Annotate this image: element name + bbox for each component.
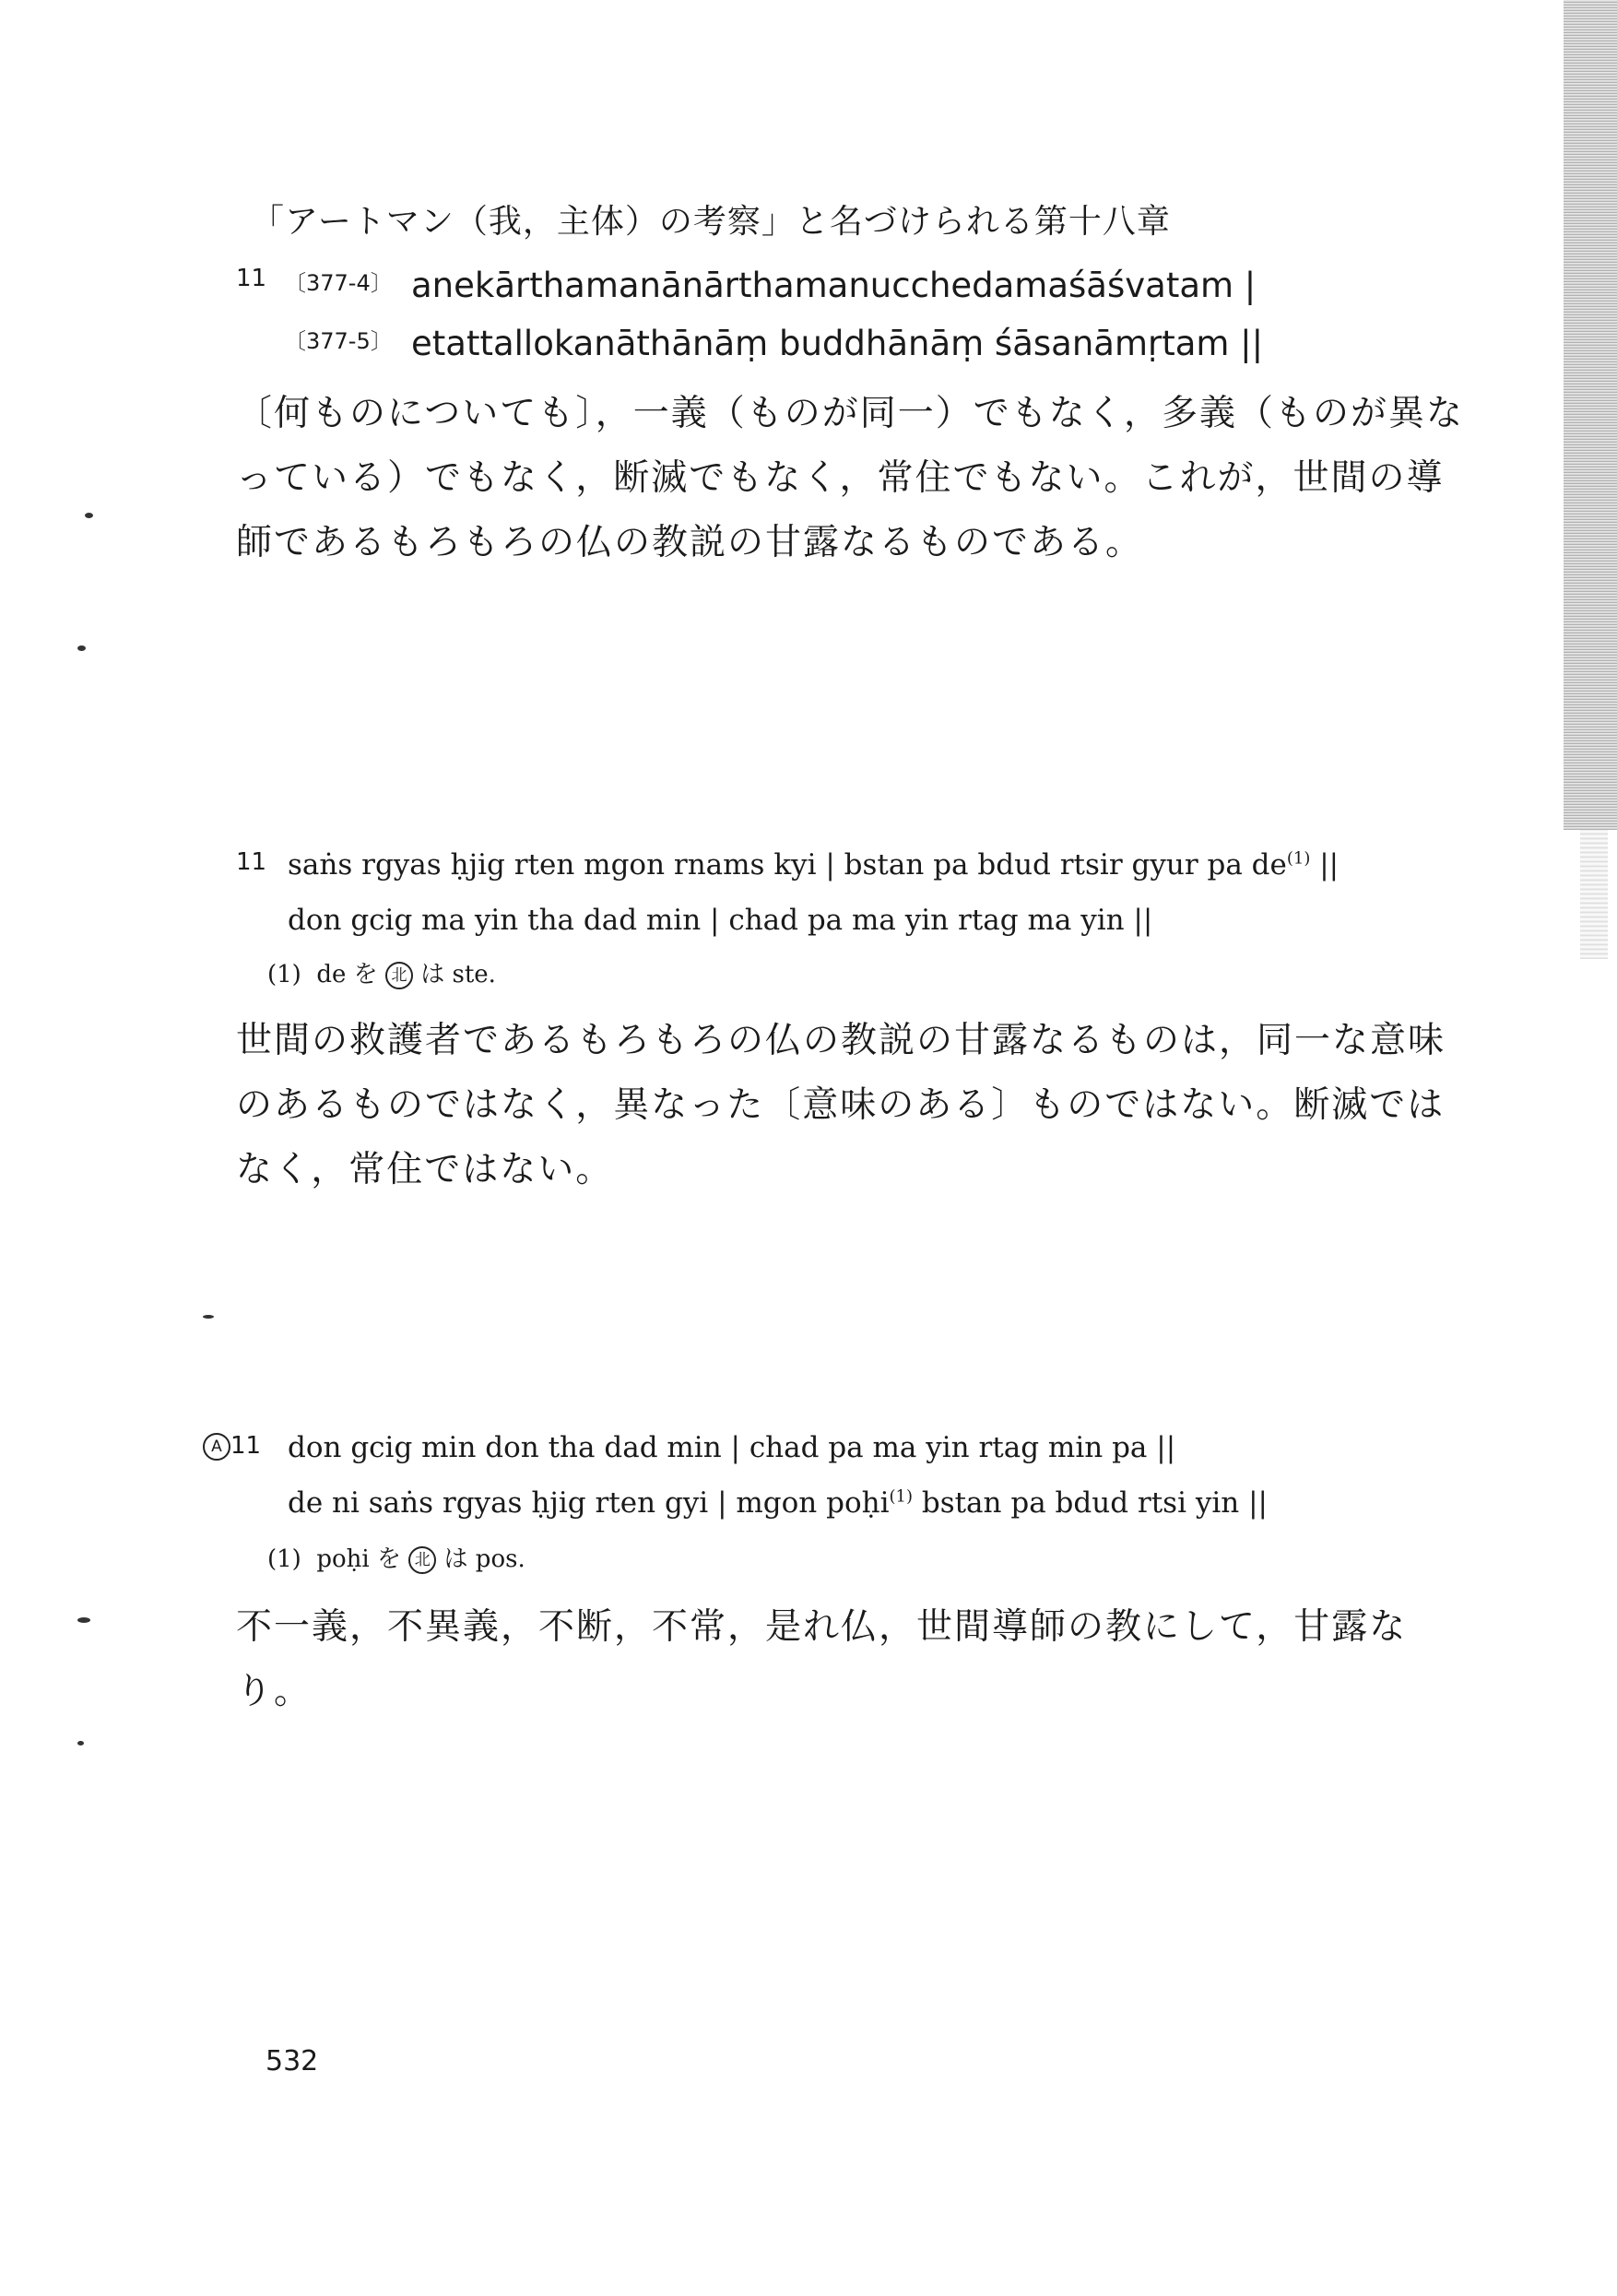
tibetan-footnote-word: de bbox=[316, 961, 347, 988]
scan-edge-shadow bbox=[1564, 0, 1617, 830]
tibetan-footnote-particle: を bbox=[353, 961, 378, 988]
tibetan-line-1-end: || bbox=[1319, 848, 1340, 882]
tibetan-line-1-text: saṅs rgyas ḥjig rten mgon rnams kyi | bstan pa bdud rtsir gyur pa de bbox=[288, 848, 1287, 882]
sanskrit-ref-1: 〔377-4〕 bbox=[284, 270, 393, 296]
akutobhaya-verse-label bbox=[203, 1432, 261, 1461]
tibetan-verse-number: 11 bbox=[236, 848, 267, 876]
sanskrit-verse-number: 11 bbox=[236, 265, 267, 292]
scan-speck bbox=[77, 1617, 90, 1623]
akutobhaya-peking-siglum: 北 bbox=[408, 1546, 436, 1574]
akutobhaya-translation: 不一義，不異義，不断，不常，是れ仏，世間導師の教にして，甘露なり。 bbox=[236, 1606, 1408, 1712]
scan-speck bbox=[203, 1315, 214, 1319]
scan-speck bbox=[85, 513, 93, 518]
akutobhaya-line-2a: de ni saṅs rgyas ḥjig rten gyi | mgon poḥi bbox=[288, 1486, 890, 1520]
akutobhaya-note-mark: (1) bbox=[889, 1486, 913, 1507]
akutobhaya-line-1: don gcig min don tha dad min | chad pa ma yin rtag min pa || bbox=[288, 1431, 1176, 1464]
tibetan-translation: 世間の救護者であるもろもろの仏の教説の甘露なるものは，同一な意味のあるものではなく，異なった〔意味のある〕ものではない。断滅ではなく，常住ではない。 bbox=[236, 1020, 1446, 1190]
tibetan-note-mark: (1) bbox=[1286, 848, 1311, 869]
tibetan-footnote-rest: は ste. bbox=[420, 961, 496, 988]
akutobhaya-footnote-particle: を bbox=[377, 1545, 402, 1573]
scan-speck bbox=[77, 645, 86, 651]
tibetan-line-1 bbox=[288, 848, 1339, 882]
sanskrit-line-1: anekārthamanānārthamanucchedamaśāśvatam | bbox=[411, 266, 1257, 305]
tibetan-footnote bbox=[267, 955, 496, 989]
akutobhaya-line-2 bbox=[288, 1486, 1268, 1520]
page-number: 532 bbox=[266, 2045, 319, 2077]
scan-speck bbox=[77, 1741, 84, 1746]
peking-siglum: 北 bbox=[385, 962, 413, 989]
akutobhaya-footnote-word: poḥi bbox=[316, 1545, 370, 1573]
tibetan-footnote-number: (1) bbox=[267, 961, 301, 988]
scan-edge-shadow-lower bbox=[1580, 830, 1608, 959]
akutobhaya-footnote-rest: は pos. bbox=[443, 1545, 525, 1573]
sanskrit-ref-2: 〔377-5〕 bbox=[284, 328, 393, 354]
akutobhaya-footnote-number: (1) bbox=[267, 1545, 301, 1573]
akutobhaya-siglum: A bbox=[203, 1433, 230, 1461]
tibetan-line-2: don gcig ma yin tha dad min | chad pa ma yin rtag ma yin || bbox=[288, 904, 1153, 937]
sanskrit-translation: 〔何ものについても〕，一義（ものが同一）でもなく，多義（ものが異なっている）でもなく，断滅でもなく，常住でもない。これが，世間の導師であるもろもろの仏の教説の甘露なるものである。 bbox=[236, 393, 1464, 563]
sanskrit-line-2: etattallokanāthānāṃ buddhānāṃ śāsanāmṛtam || bbox=[411, 324, 1264, 363]
akutobhaya-verse-number: 11 bbox=[230, 1432, 262, 1460]
akutobhaya-line-2b: bstan pa bdud rtsi yin || bbox=[921, 1486, 1268, 1520]
akutobhaya-footnote bbox=[267, 1540, 525, 1574]
chapter-title: 「アートマン（我，主体）の考察」と名づけられる第十八章 bbox=[251, 203, 1171, 241]
